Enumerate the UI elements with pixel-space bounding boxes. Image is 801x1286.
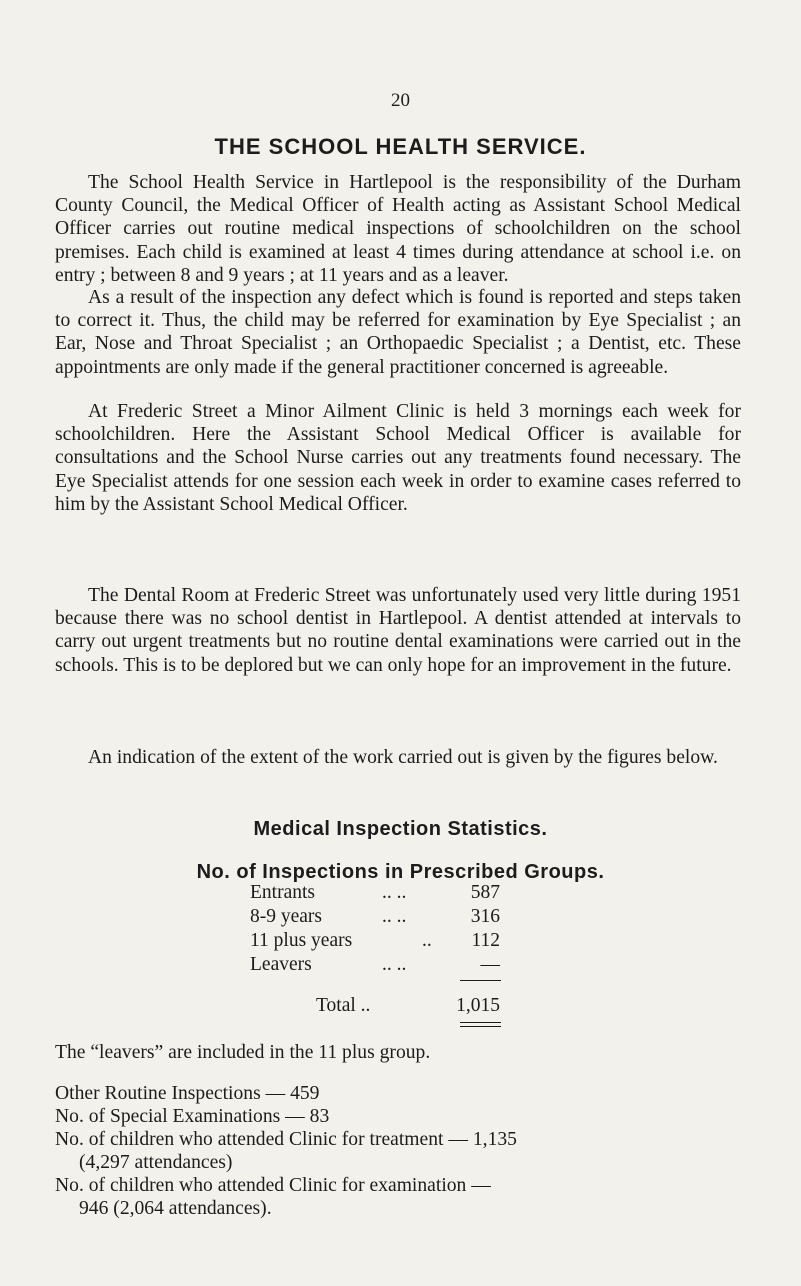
routine-line: No. of children who attended Clinic for examination — — [55, 1175, 491, 1196]
group-label: Entrants — [250, 882, 315, 903]
paragraph-clinic: At Frederic Street a Minor Ailment Clinic is held 3 mornings each week for schoolchildren. Here the Assistant School Medical Officer is available for consultations and the School Nurse carries out any treatments found necessary. The Eye Specialist attends for one session each week in order to examine cases referred to him by the Assistant School Medical Officer. — [55, 401, 741, 515]
paragraph-dental: The Dental Room at Frederic Street was unfortunately used very little during 1951 because there was no school dentist in Hartlepool. A dentist attended at intervals to carry out urgent treatments but no routine dental examinations were carried out in the schools. This is to be deplored but we can only hope for an improvement in the future. — [55, 585, 741, 676]
group-row-11-plus — [250, 930, 515, 954]
paragraph-figures: An indication of the extent of the work carried out is given by the figures below. — [88, 747, 718, 768]
group-value: 316 — [470, 906, 500, 927]
group-row-8-9-years — [250, 906, 515, 930]
double-rule-bottom — [460, 1026, 501, 1027]
group-value: 587 — [470, 882, 500, 903]
group-row-leavers — [250, 954, 515, 978]
paragraph-intro: The School Health Service in Hartlepool is the responsibility of the Durham County Council, the Medical Officer of Health acting as Assistant School Medical Officer carries out routine medical inspections of schoolchildren on the school premises. Each child is examined at least 4 times during attendance at school i.e. on entry ; between 8 and 9 years ; at 11 years and as a leaver. — [55, 172, 741, 286]
total-label: Total .. — [316, 995, 371, 1016]
leader-dots: .. .. — [382, 906, 407, 927]
total-value: 1,015 — [456, 995, 500, 1016]
leader-dots: .. .. — [382, 954, 407, 975]
routine-line: No. of children who attended Clinic for treatment — 1,135 — [55, 1129, 517, 1150]
double-rule-top — [460, 1022, 501, 1023]
paragraph-referrals: As a result of the inspection any defect which is found is reported and steps taken to correct it. Thus, the child may be referred for examination by Eye Specialist ; an Ear, Nose and Throat Specialist ; an Orthopaedic Specialist ; a Dentist, etc. These appointments are only made if the general practitioner concerned is agreeable. — [55, 287, 741, 378]
group-label: 8-9 years — [250, 906, 323, 927]
routine-line: 946 (2,064 attendances). — [79, 1198, 272, 1219]
group-label: Leavers — [250, 954, 312, 975]
group-value: 112 — [471, 930, 500, 951]
routine-line: (4,297 attendances) — [79, 1152, 233, 1173]
group-row-entrants — [250, 882, 515, 906]
routine-line: No. of Special Examinations — 83 — [55, 1106, 330, 1127]
group-value: — — [480, 954, 500, 975]
page-number: 20 — [391, 90, 410, 111]
leader-dots: .. — [422, 930, 432, 951]
page-title: THE SCHOOL HEALTH SERVICE. — [214, 134, 587, 159]
groups-title: No. of Inspections in Prescribed Groups. — [196, 861, 605, 883]
stats-title: Medical Inspection Statistics. — [253, 818, 548, 840]
group-label: 11 plus years — [250, 930, 353, 951]
total-row — [250, 995, 515, 1019]
leavers-note: The “leavers” are included in the 11 plus group. — [55, 1042, 431, 1063]
leader-dots: .. .. — [382, 882, 407, 903]
routine-line: Other Routine Inspections — 459 — [55, 1083, 320, 1104]
sum-rule — [460, 980, 501, 981]
